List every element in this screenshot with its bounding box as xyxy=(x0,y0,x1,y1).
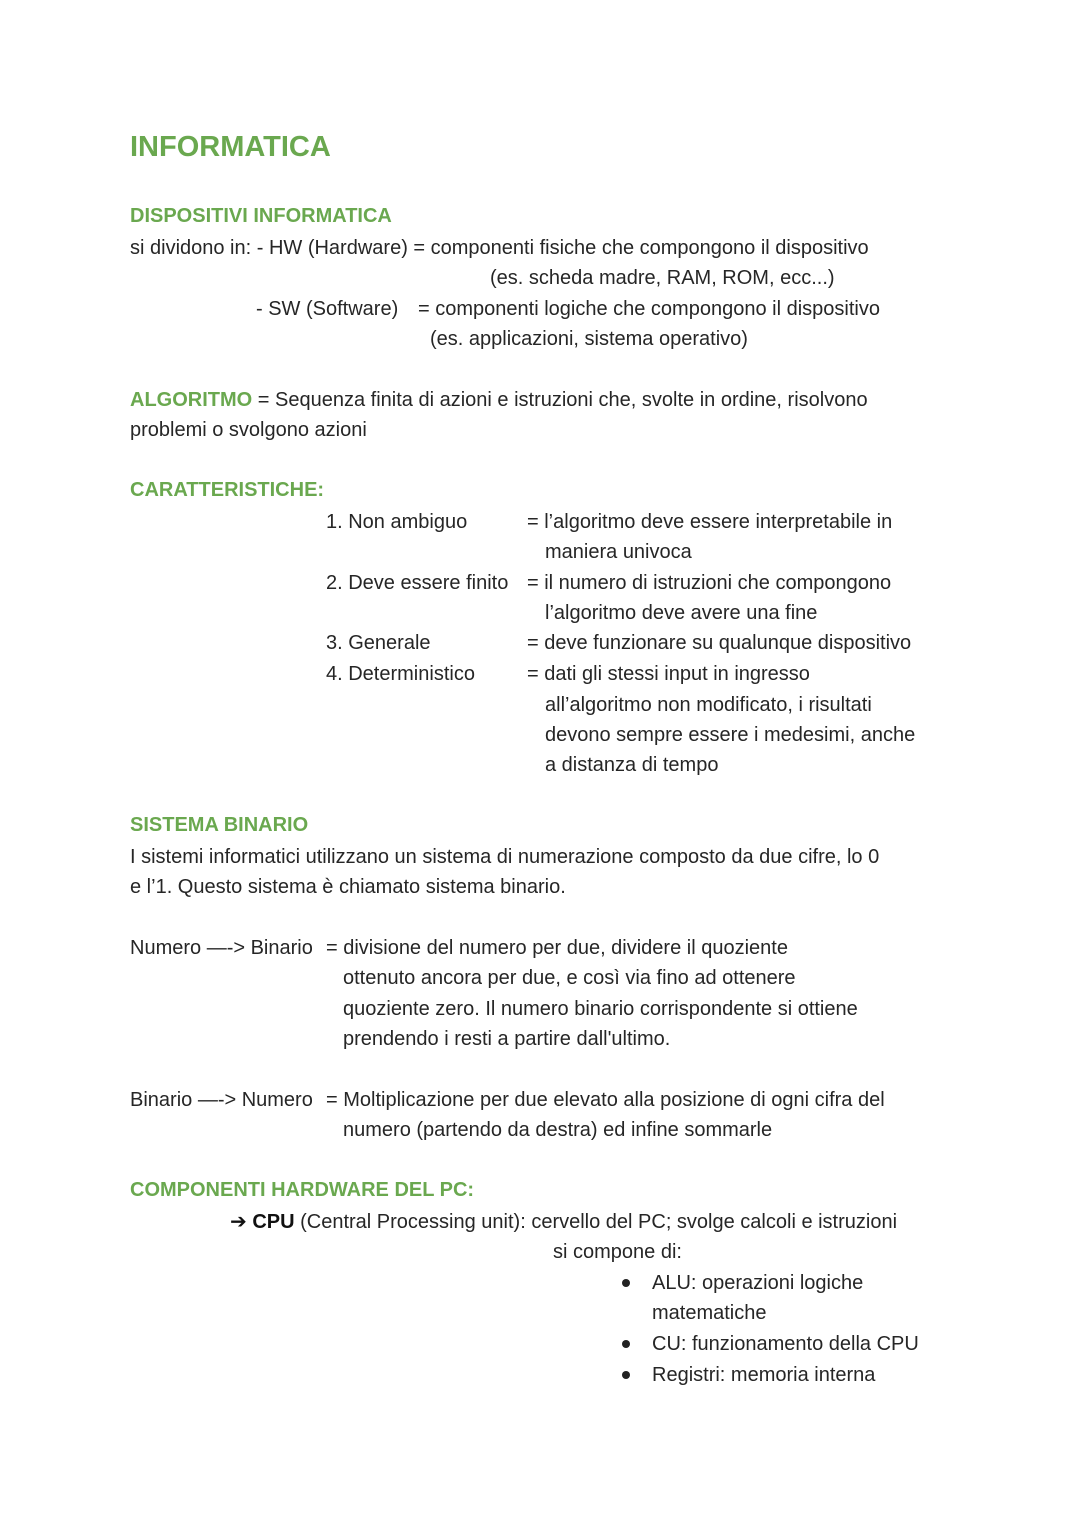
arrow-right-icon: ➔ xyxy=(230,1211,247,1233)
binario-paragraph: e l’1. Questo sistema è chiamato sistema binario. xyxy=(130,876,566,898)
sw-definition: = componenti logiche che compongono il dispositivo xyxy=(418,298,880,320)
component-item: ALU: operazioni logiche xyxy=(652,1272,864,1294)
caratteristica-def: l’algoritmo deve avere una fine xyxy=(545,602,818,624)
numero-binario-def: = divisione del numero per due, dividere il quoziente xyxy=(326,937,788,959)
cpu-line2: si compone di: xyxy=(553,1241,682,1263)
cpu-line xyxy=(230,1210,897,1234)
caratteristica-label: 3. Generale xyxy=(326,632,431,654)
page-title: INFORMATICA xyxy=(130,131,331,163)
algoritmo-line1: = Sequenza finita di azioni e istruzioni che, svolte in ordine, risolvono xyxy=(252,389,868,411)
bullet-icon xyxy=(622,1340,630,1348)
caratteristica-def: = dati gli stessi input in ingresso xyxy=(527,663,810,685)
numero-binario-def: quoziente zero. Il numero binario corrispondente si ottiene xyxy=(343,998,858,1020)
caratteristica-def: a distanza di tempo xyxy=(545,754,719,776)
heading-binario: SISTEMA BINARIO xyxy=(130,814,309,836)
component-item: CU: funzionamento della CPU xyxy=(652,1333,919,1355)
cpu-term: CPU xyxy=(252,1211,295,1233)
numero-binario-label: Numero —-> Binario xyxy=(130,937,313,959)
binario-numero-label: Binario —-> Numero xyxy=(130,1089,313,1111)
sw-example: (es. applicazioni, sistema operativo) xyxy=(430,328,748,350)
hw-example: (es. scheda madre, RAM, ROM, ecc...) xyxy=(490,267,835,289)
bullet-icon xyxy=(622,1371,630,1379)
numero-binario-def: ottenuto ancora per due, e così via fino ad ottenere xyxy=(343,967,796,989)
caratteristica-def: = deve funzionare su qualunque dispositivo xyxy=(527,632,912,654)
caratteristica-def: maniera univoca xyxy=(545,541,692,563)
component-item: Registri: memoria interna xyxy=(652,1364,876,1386)
caratteristica-label: 4. Deterministico xyxy=(326,663,475,685)
caratteristica-def: = l’algoritmo deve essere interpretabile in xyxy=(527,511,893,533)
algoritmo-definition xyxy=(130,388,868,412)
dispositivi-intro: si dividono in: - HW (Hardware) = componenti fisiche che compongono il dispositivo xyxy=(130,237,869,259)
algoritmo-line2: problemi o svolgono azioni xyxy=(130,419,367,441)
caratteristica-def: = il numero di istruzioni che compongono xyxy=(527,572,892,594)
binario-numero-def: numero (partendo da destra) ed infine sommarle xyxy=(343,1119,773,1141)
binario-paragraph: I sistemi informatici utilizzano un sistema di numerazione composto da due cifre, lo 0 xyxy=(130,846,880,868)
heading-dispositivi: DISPOSITIVI INFORMATICA xyxy=(130,205,392,227)
caratteristica-label: 2. Deve essere finito xyxy=(326,572,509,594)
caratteristica-def: devono sempre essere i medesimi, anche xyxy=(545,724,916,746)
binario-numero-def: = Moltiplicazione per due elevato alla posizione di ogni cifra del xyxy=(326,1089,885,1111)
caratteristica-def: all’algoritmo non modificato, i risultati xyxy=(545,694,872,716)
algoritmo-term: ALGORITMO xyxy=(130,389,253,411)
sw-label: - SW (Software) xyxy=(256,298,399,320)
numero-binario-def: prendendo i resti a partire dall'ultimo. xyxy=(343,1028,671,1050)
component-item: matematiche xyxy=(652,1302,767,1324)
heading-hardware: COMPONENTI HARDWARE DEL PC: xyxy=(130,1179,475,1201)
heading-caratteristiche: CARATTERISTICHE: xyxy=(130,479,325,501)
caratteristica-label: 1. Non ambiguo xyxy=(326,511,468,533)
cpu-description: (Central Processing unit): cervello del PC; svolge calcoli e istruzioni xyxy=(294,1211,898,1233)
bullet-icon xyxy=(622,1279,630,1287)
